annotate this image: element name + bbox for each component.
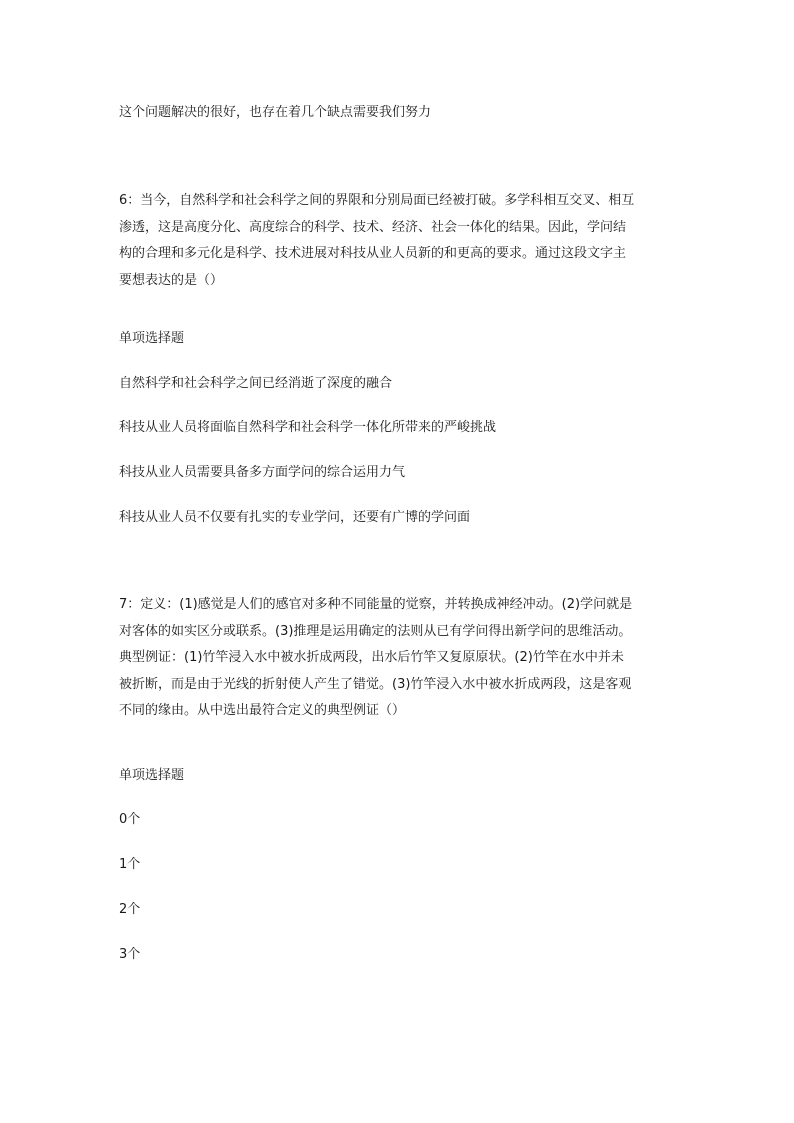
question-6-option-a: 自然科学和社会科学之间已经消逝了深度的融合 bbox=[119, 376, 393, 391]
question-7-stem-line: 不同的缘由。从中选出最符合定义的典型例证（） bbox=[119, 703, 406, 718]
question-6-stem bbox=[119, 188, 679, 294]
question-7-option-a: 0个 bbox=[119, 812, 141, 827]
question-7-stem-line: 典型例证：(1)竹竿浸入水中被水折成两段，出水后竹竿又复原原状。(2)竹竿在水中并未 bbox=[119, 650, 624, 665]
question-7-option-c: 2个 bbox=[119, 902, 141, 917]
question-6-stem-line: 要想表达的是（） bbox=[119, 272, 224, 288]
question-7-option-b: 1个 bbox=[119, 857, 141, 872]
question-6-option-b: 科技从业人员将面临自然科学和社会科学一体化所带来的严峻挑战 bbox=[119, 420, 497, 435]
question-6-option-c: 科技从业人员需要具备多方面学问的综合运用力气 bbox=[119, 465, 406, 480]
question-6-stem-line: 6：当今，自然科学和社会科学之间的界限和分别局面已经被打破。多学科相互交叉、相互 bbox=[119, 193, 635, 208]
question-7-stem-line: 7：定义：(1)感觉是人们的感官对多种不同能量的觉察，并转换成神经冲动。(2)学问就是 bbox=[119, 597, 633, 612]
intro-text: 这个问题解决的很好，也存在着几个缺点需要我们努力 bbox=[119, 105, 432, 120]
question-6-option-d: 科技从业人员不仅要有扎实的专业学问，还要有广博的学问面 bbox=[119, 510, 471, 525]
question-7-option-d: 3个 bbox=[119, 947, 141, 962]
question-6-type: 单项选择题 bbox=[119, 331, 185, 346]
question-7-stem-line: 被折断，而是由于光线的折射使人产生了错觉。(3)竹竿浸入水中被水折成两段，这是客观 bbox=[119, 676, 632, 692]
question-7-stem bbox=[119, 592, 679, 725]
question-6-stem-line: 渗透，这是高度分化、高度综合的科学、技术、经济、社会一体化的结果。因此，学问结 bbox=[119, 219, 627, 235]
question-6-stem-line: 构的合理和多元化是科学、技术进展对科技从业人员新的和更高的要求。通过这段文字主 bbox=[119, 246, 627, 261]
question-7-stem-line: 对客体的如实区分或联系。(3)推理是运用确定的法则从已有学问得出新学问的思维活动。 bbox=[119, 623, 632, 639]
question-7-type: 单项选择题 bbox=[119, 768, 185, 783]
